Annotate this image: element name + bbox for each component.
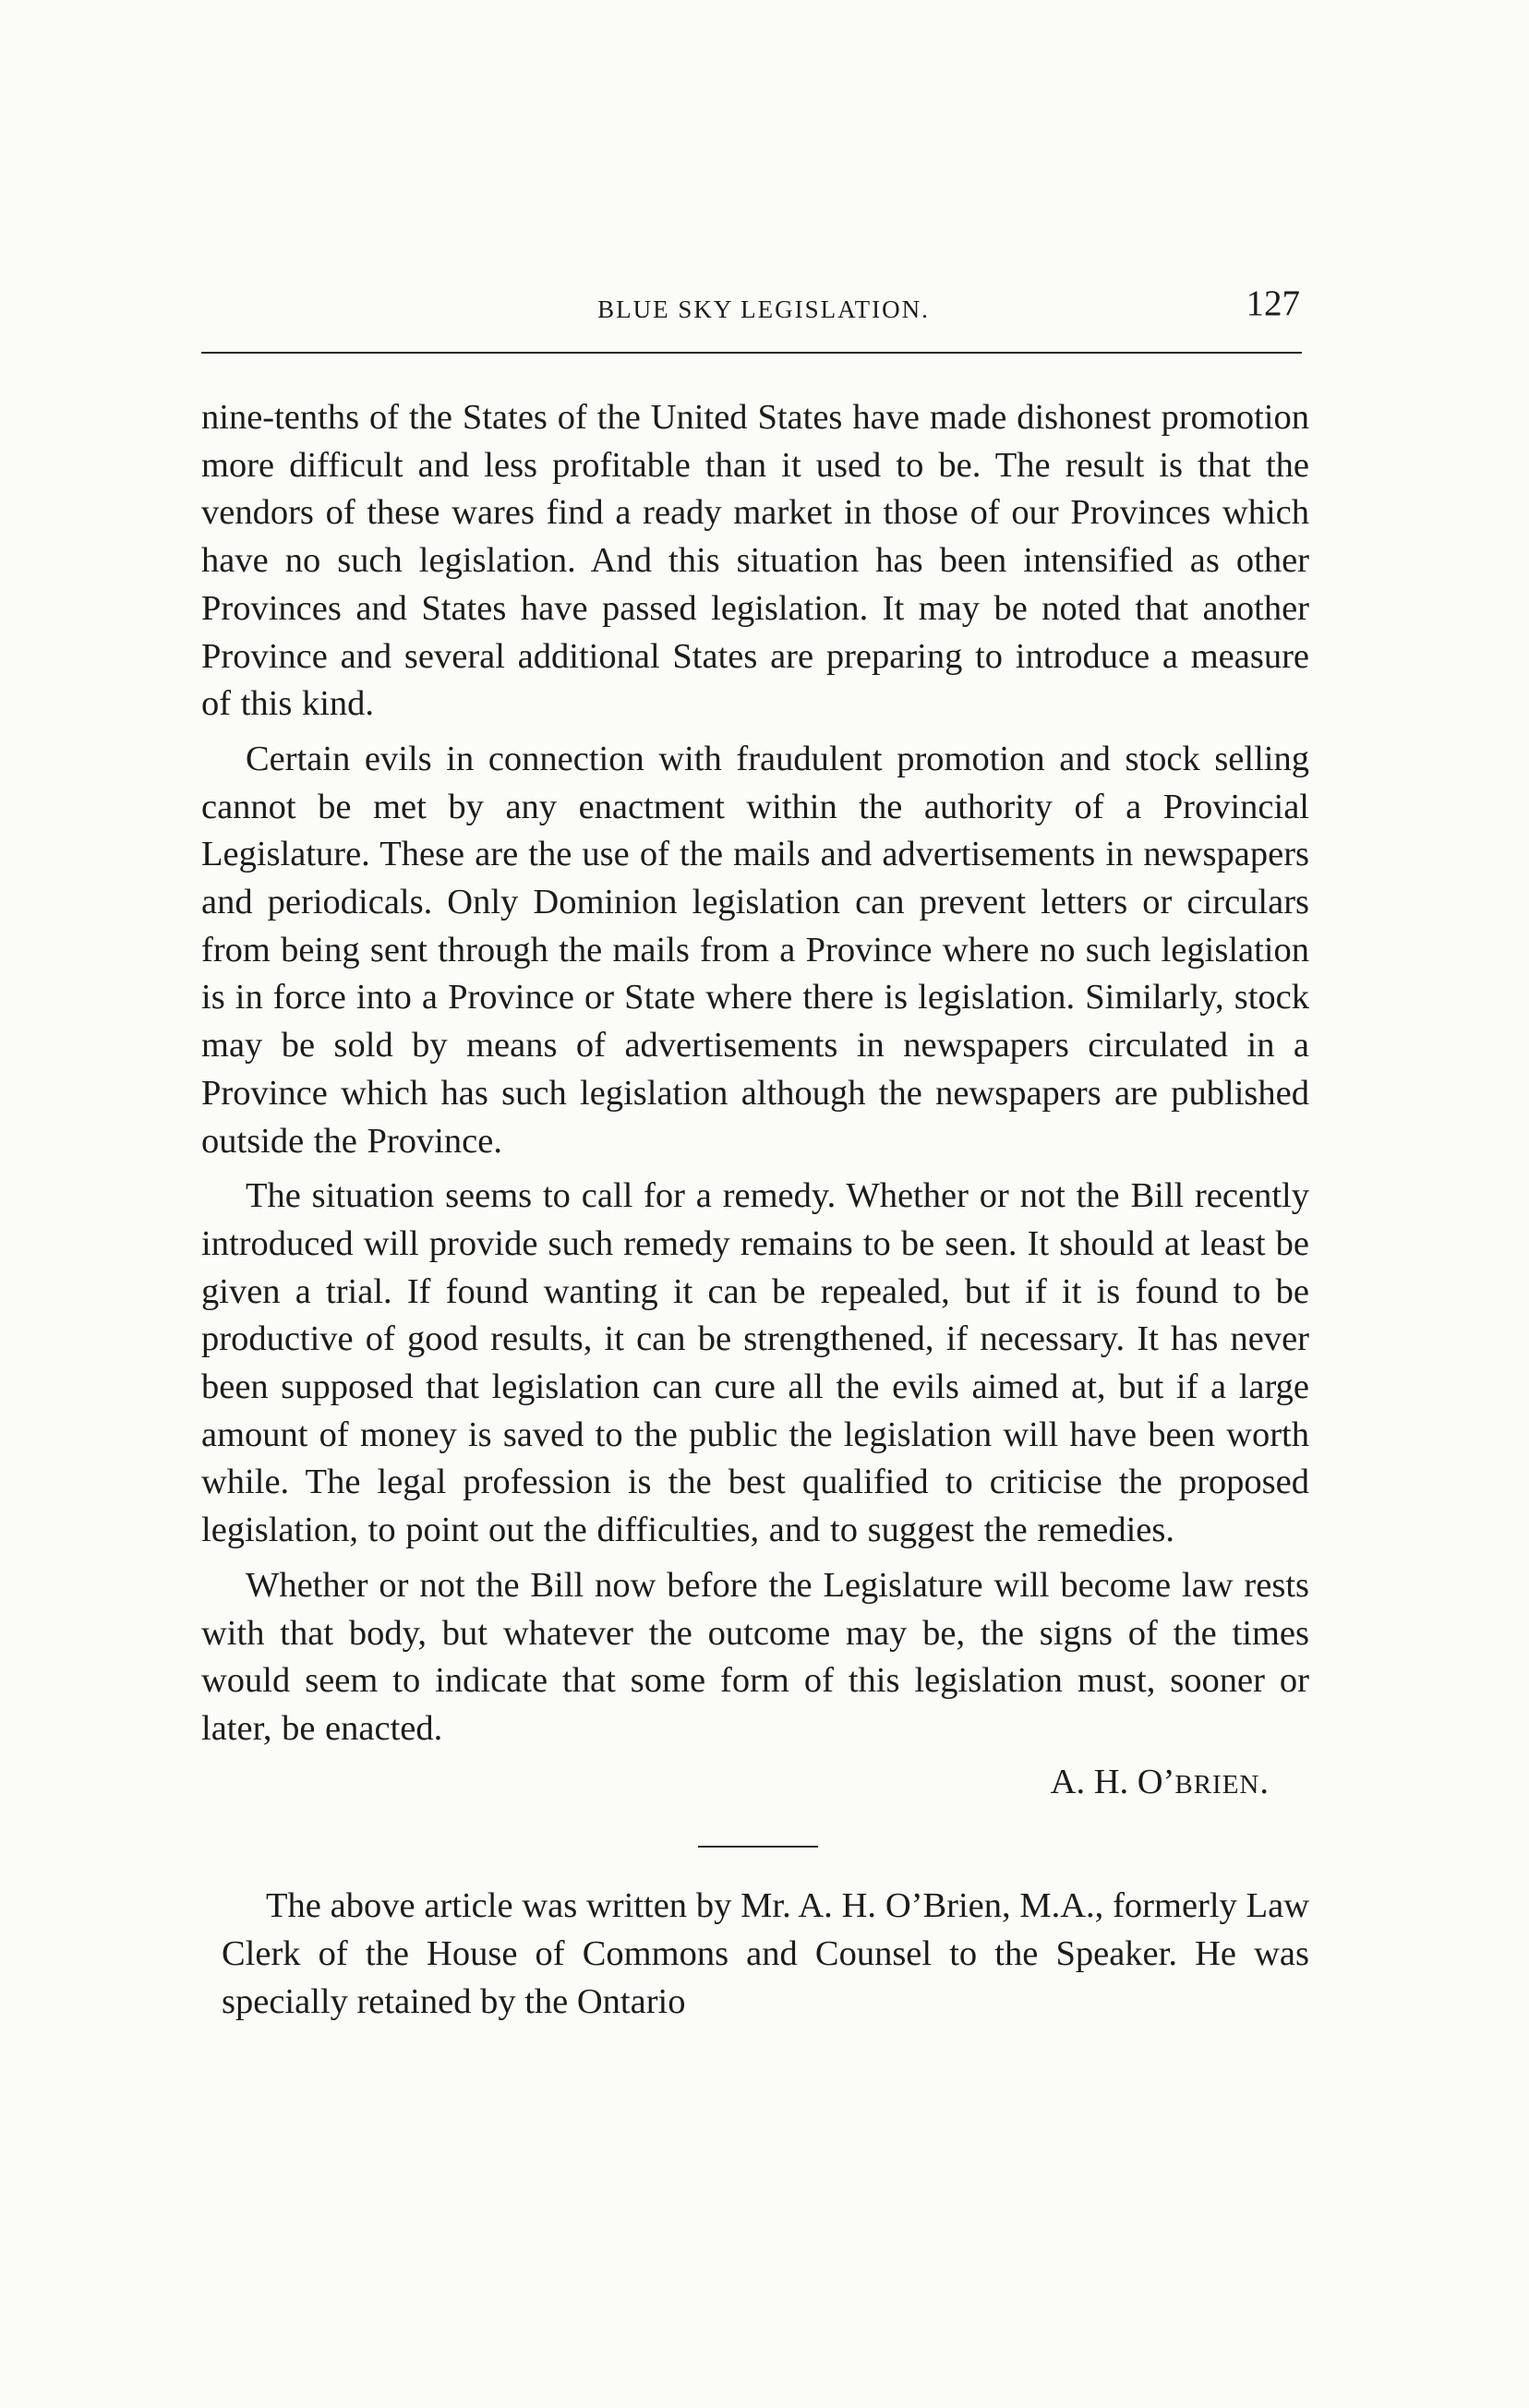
header-rule <box>201 352 1302 354</box>
signature-end: . <box>1259 1762 1269 1801</box>
paragraph-4: Whether or not the Bill now before the Legislature will become law rests with that body, but whatever the outcome may be, the signs of the times would seem to indicate that some form of this legislation must, sooner or later, be enacted. <box>201 1565 1309 1748</box>
paragraph-2: Certain evils in connection with fraudulent promotion and stock selling cannot be met by any enactment within the authority of a Provincial Legislature. These are the use of the mails and advertisements in newspapers and periodicals. Only Dominion legislation can prevent letters or circulars from being sent through the mails from a Province where no such legislation is in force into a Province or State where there is legislation. Similarly, stock may be sold by means of advertisements in newspapers circulated in a Province which has such legislation although the newspapers are published outside the Province. <box>201 739 1309 1161</box>
author-signature <box>201 1759 1309 1810</box>
signature-surname: BRIEN <box>1174 1769 1260 1800</box>
page-number: 127 <box>1246 283 1300 323</box>
running-header <box>201 279 1302 334</box>
editor-note: The above article was written by Mr. A. H. O’Brien, M.A., formerly Law Clerk of the House of Commons and Counsel to the Speaker. He was specially retained by the Ontario <box>222 1886 1309 2021</box>
paragraph-1: nine-tenths of the States of the United States have made dishonest promotion more difficult and less profitable than it used to be. The result is that the vendors of these wares find a ready market in those of our Provinces which have no such legislation. And this situation has been intensified as other Provinces and States have passed legislation. It may be noted that another Province and several additional States are preparing to introduce a measure of this kind. <box>201 398 1309 724</box>
article-body <box>201 394 1309 2027</box>
section-separator <box>698 1846 818 1848</box>
signature-initials: A. H. O’ <box>1050 1762 1175 1801</box>
paragraph-3: The situation seems to call for a remedy. Whether or not the Bill recently introduced will provide such remedy remains to be seen. It should at least be given a trial. If found wanting it can be repealed, but if it is found to be productive of good results, it can be strengthened, if necessary. It has never been supposed that legislation can cure all the evils aimed at, but if a large amount of money is saved to the public the legislation will have been worth while. The legal profession is the best qualified to criticise the proposed legislation, to point out the difficulties, and to suggest the remedies. <box>201 1176 1309 1550</box>
running-title: BLUE SKY LEGISLATION. <box>597 295 930 323</box>
